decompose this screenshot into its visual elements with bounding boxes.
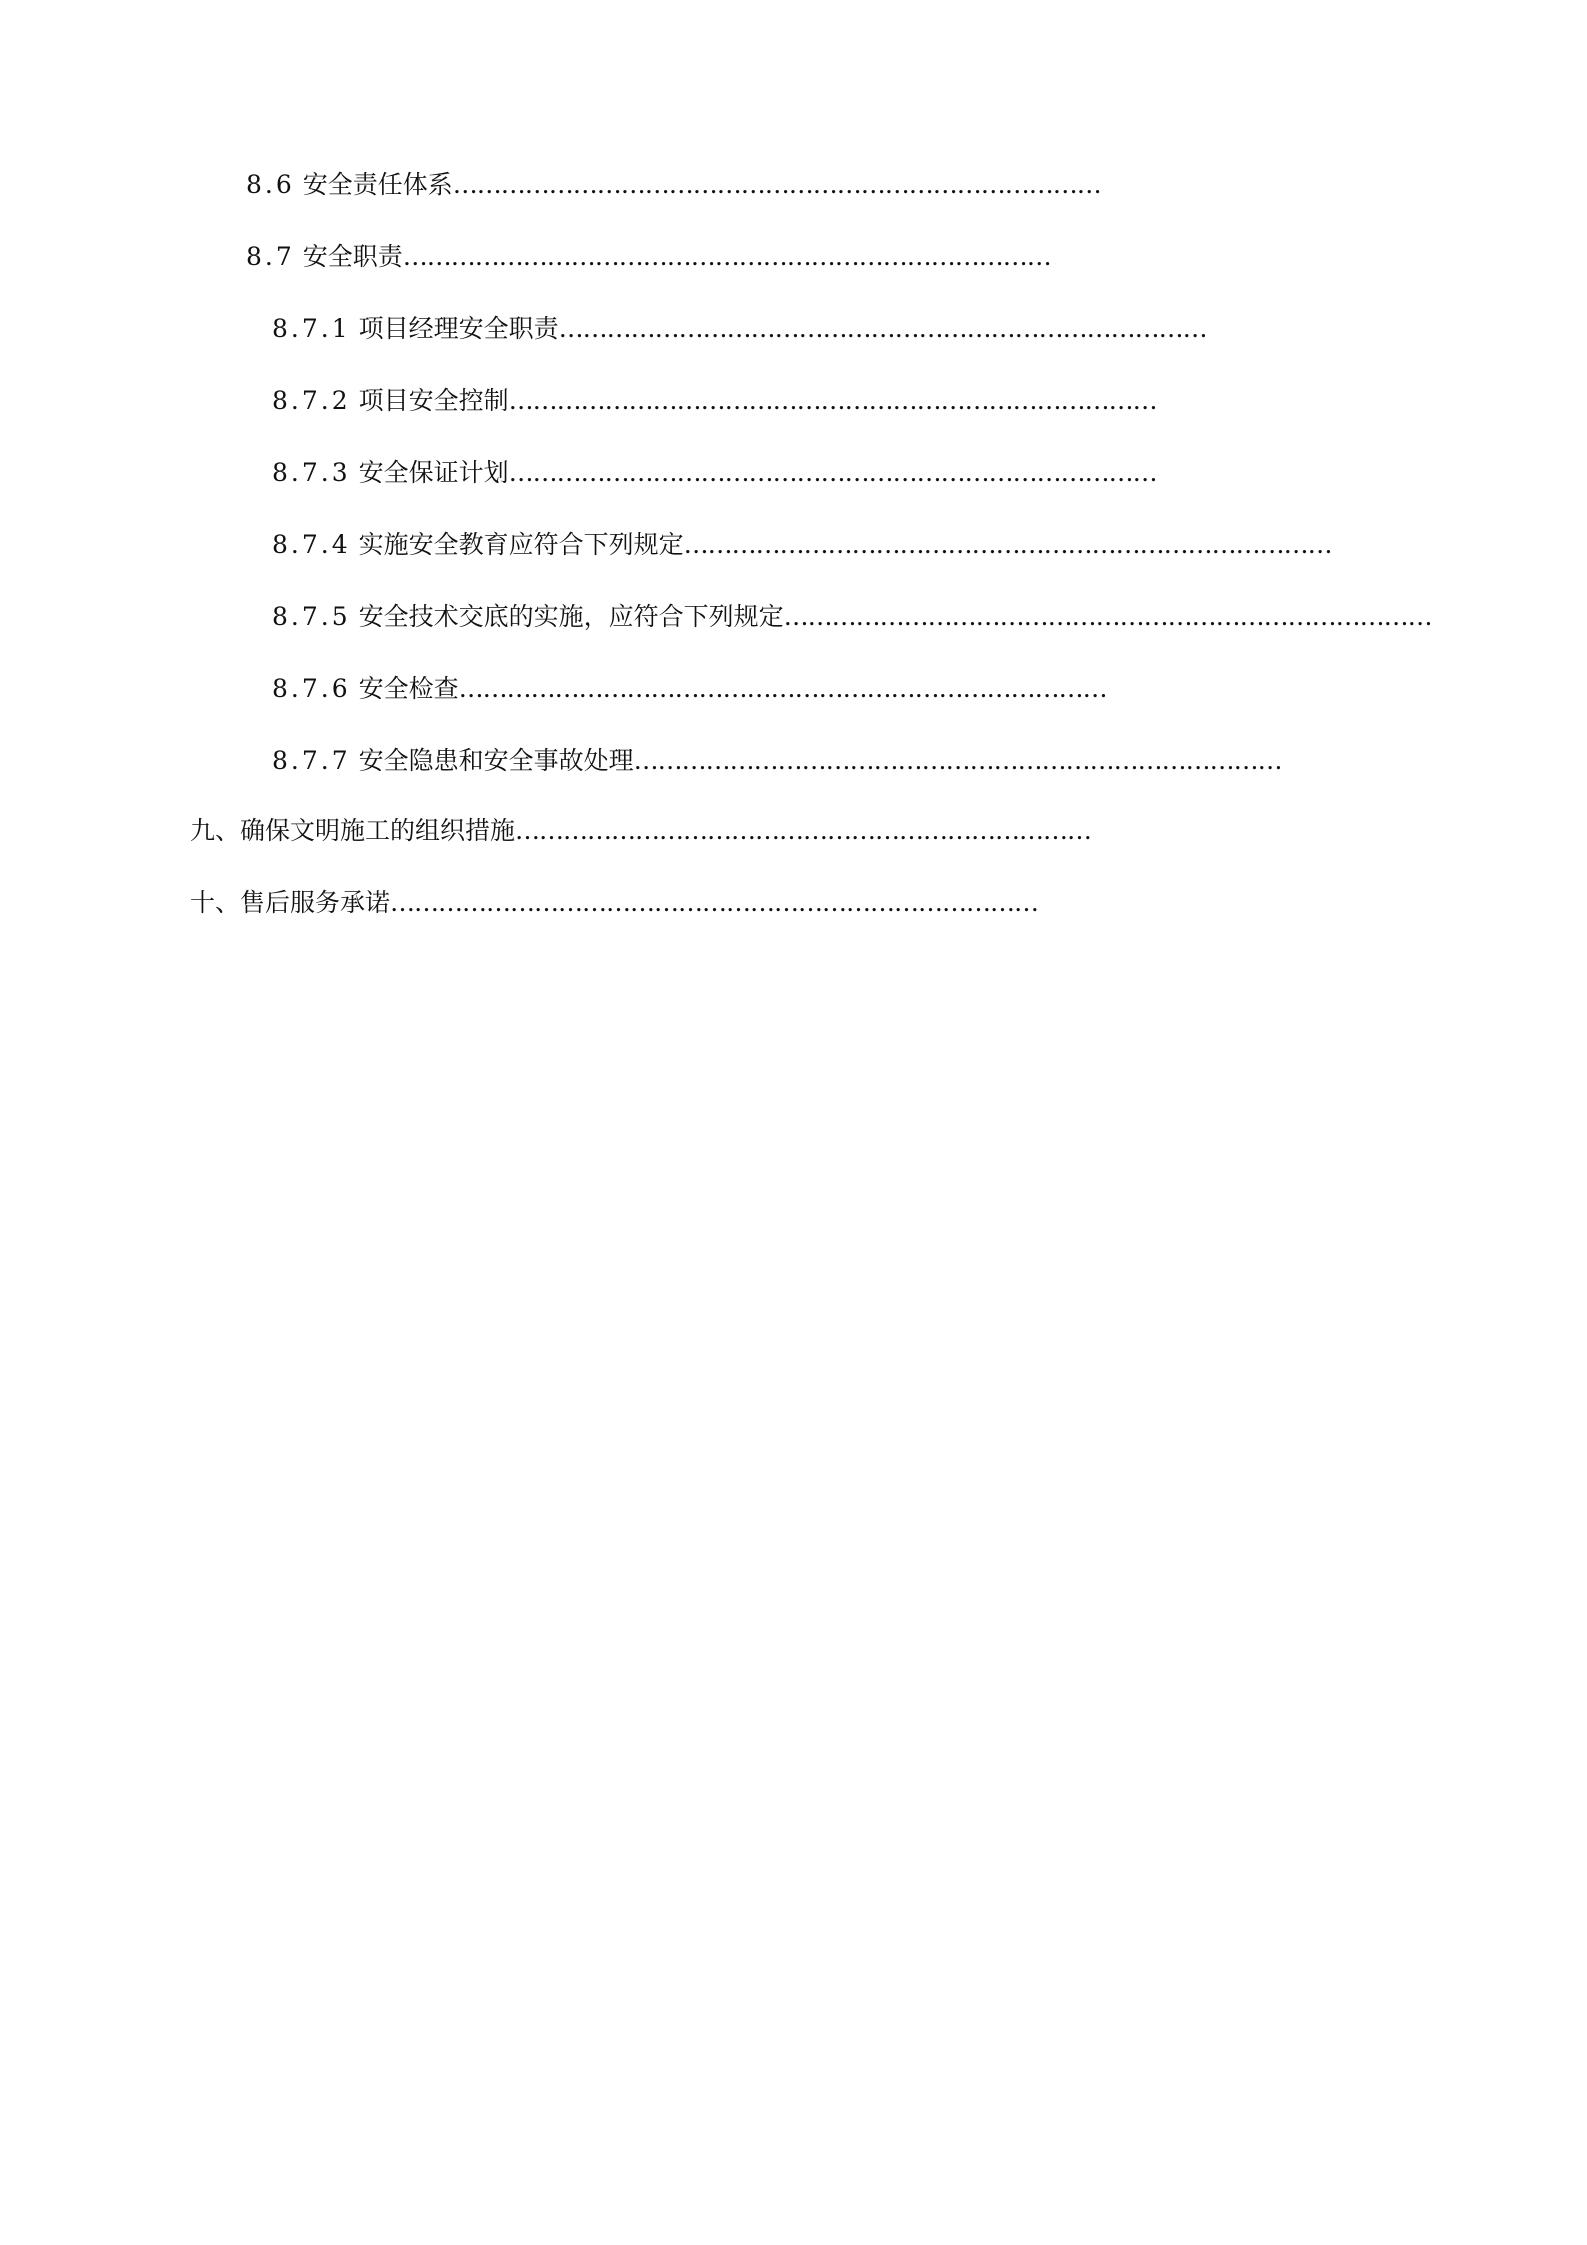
- toc-entry-title: 售后服务承诺: [240, 888, 391, 917]
- toc-entry-number: 十、: [190, 888, 241, 917]
- toc-entry-8-7-2[interactable]: [272, 383, 1157, 419]
- toc-entry-8-7-6[interactable]: [272, 671, 1107, 707]
- toc-entry-8-6[interactable]: [246, 167, 1101, 203]
- toc-dot-leader: ………………………………………………………………………: [402, 242, 1051, 271]
- toc-entry-chapter-10[interactable]: [190, 885, 1038, 921]
- toc-entry-8-7[interactable]: [246, 239, 1051, 275]
- toc-dot-leader: ………………………………………………………………: [515, 816, 1092, 845]
- toc-entry-8-7-4[interactable]: [272, 527, 1332, 563]
- toc-entry-title: 项目安全控制: [358, 386, 509, 415]
- toc-entry-number: 九、: [190, 816, 241, 845]
- toc-entry-8-7-3[interactable]: [272, 455, 1157, 491]
- toc-entry-title: 安全职责: [302, 242, 403, 271]
- toc-entry-number: 8.7.6: [272, 674, 351, 703]
- toc-entry-title: 安全技术交底的实施，应符合下列规定: [358, 602, 784, 631]
- toc-entry-8-7-1[interactable]: [272, 311, 1207, 347]
- toc-entry-number: 8.7.4: [272, 530, 351, 559]
- toc-dot-leader: ………………………………………………………………………: [508, 386, 1157, 415]
- toc-entry-title: 确保文明施工的组织措施: [240, 816, 516, 845]
- toc-entry-number: 8.7: [246, 242, 295, 271]
- toc-entry-number: 8.7.5: [272, 602, 351, 631]
- toc-entry-title: 安全隐患和安全事故处理: [358, 746, 634, 775]
- toc-entry-title: 安全责任体系: [302, 170, 453, 199]
- toc-dot-leader: ………………………………………………………………………: [508, 458, 1157, 487]
- toc-entry-number: 8.7.3: [272, 458, 351, 487]
- toc-entry-chapter-9[interactable]: [190, 813, 1091, 849]
- toc-entry-title: 安全检查: [358, 674, 459, 703]
- toc-entry-title: 安全保证计划: [358, 458, 509, 487]
- toc-dot-leader: ………………………………………………………………………: [452, 170, 1101, 199]
- toc-dot-leader: ………………………………………………………………………: [458, 674, 1107, 703]
- toc-entry-8-7-7[interactable]: [272, 743, 1282, 779]
- toc-entry-number: 8.6: [246, 170, 295, 199]
- toc-dot-leader: ………………………………………………………………………: [633, 746, 1282, 775]
- toc-dot-leader: ………………………………………………………………………: [558, 314, 1207, 343]
- toc-entry-number: 8.7.1: [272, 314, 351, 343]
- toc-entry-title: 项目经理安全职责: [358, 314, 559, 343]
- toc-entry-8-7-5[interactable]: [272, 599, 1432, 635]
- toc-entry-title: 实施安全教育应符合下列规定: [358, 530, 684, 559]
- toc-entry-number: 8.7.7: [272, 746, 351, 775]
- toc-dot-leader: ………………………………………………………………………: [683, 530, 1332, 559]
- toc-entry-number: 8.7.2: [272, 386, 351, 415]
- toc-dot-leader: ………………………………………………………………………: [390, 888, 1039, 917]
- toc-dot-leader: ………………………………………………………………………: [783, 602, 1432, 631]
